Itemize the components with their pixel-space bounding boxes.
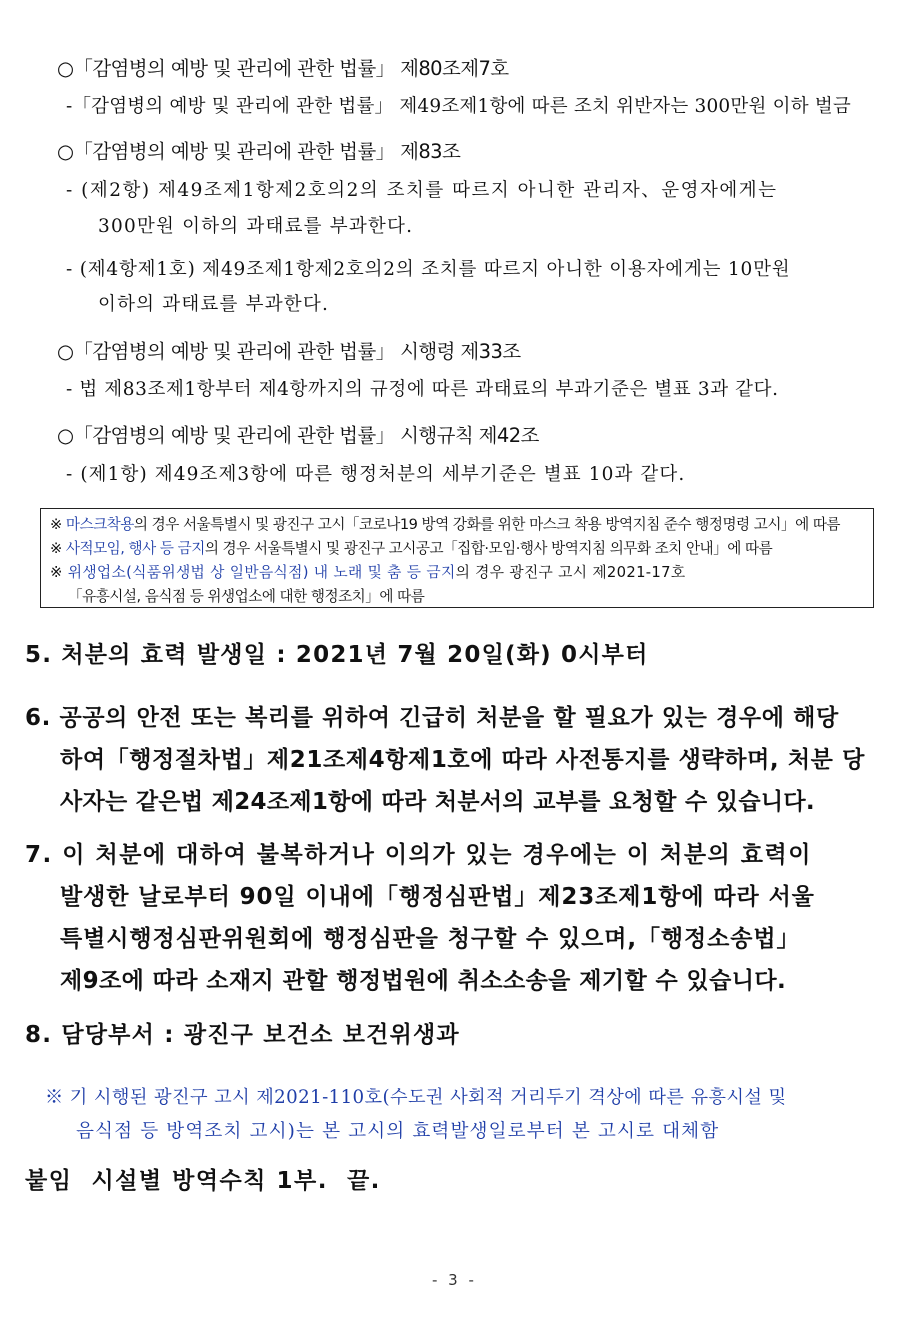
section-heading-4: ○「감염병의 예방 및 관리에 관한 법률」 시행규칙 제42조	[57, 424, 539, 447]
point-6-line-3: 사자는 같은법 제24조제1항에 따라 처분서의 교부를 요청할 수 있습니다.	[60, 789, 815, 815]
note-text: 의 경우 광진구 고시 제2021-17호	[455, 564, 686, 581]
note-mark: ※	[50, 516, 62, 533]
page-number: - 3 -	[432, 1271, 477, 1289]
note-line-continuation: 「유흥시설, 음식점 등 위생업소에 대한 행정조치」에 따름	[68, 588, 425, 605]
point-7-line-4: 제9조에 따라 소재지 관할 행정법원에 취소소송을 제기할 수 있습니다.	[60, 968, 787, 994]
note-line-mask	[50, 513, 840, 534]
attachment-line: 붙임 시설별 방역수칙 1부. 끝.	[25, 1168, 381, 1194]
section-heading-3: ○「감염병의 예방 및 관리에 관한 법률」 시행령 제33조	[57, 340, 521, 363]
replacement-notice-line-2: 음식점 등 방역조치 고시)는 본 고시의 효력발생일로부터 본 고시로 대체함	[76, 1121, 720, 1142]
note-highlight: 사적모임, 행사 등 금지	[65, 540, 205, 557]
section-item-continuation: 이하의 과태료를 부과한다.	[98, 294, 330, 315]
section-heading-2: ○「감염병의 예방 및 관리에 관한 법률」 제83조	[57, 140, 461, 163]
section-item: - 법 제83조제1항부터 제4항까지의 규정에 따른 과태료의 부과기준은 별표 3과 같다.	[66, 379, 779, 400]
section-item: - (제2항) 제49조제1항제2호의2의 조치를 따르지 아니한 관리자、운영자에게는	[66, 180, 778, 201]
point-6-line-2: 하여「행정절차법」제21조제4항제1호에 따라 사전통지를 생략하며, 처분 당	[60, 747, 865, 773]
note-mark: ※	[50, 564, 63, 581]
note-line-gathering	[50, 537, 772, 558]
replacement-notice-line-1: ※ 기 시행된 광진구 고시 제2021-110호(수도권 사회적 거리두기 격상에 따른 유흥시설 및	[45, 1087, 787, 1108]
note-mark: ※	[50, 540, 62, 557]
point-6-line-1: 6. 공공의 안전 또는 복리를 위하여 긴급히 처분을 할 필요가 있는 경우에 해당	[25, 705, 839, 731]
section-item: - (제1항) 제49조제3항에 따른 행정처분의 세부기준은 별표 10과 같다.	[66, 464, 686, 485]
point-7-line-3: 특별시행정심판위원회에 행정심판을 청구할 수 있으며,「행정소송법」	[60, 926, 801, 952]
section-item-continuation: 300만원 이하의 과태료를 부과한다.	[98, 216, 414, 237]
note-line-hygiene	[50, 561, 685, 582]
note-highlight: 위생업소(식품위생법 상 일반음식점) 내 노래 및 춤 등 금지	[67, 564, 456, 581]
section-heading-1: ○「감염병의 예방 및 관리에 관한 법률」 제80조제7호	[57, 57, 509, 80]
note-text: 의 경우 서울특별시 및 광진구 고시「코로나19 방역 강화를 위한 마스크 착용 방역지침 준수 행정명령 고시」에 따름	[133, 516, 841, 533]
point-5-effective-date: 5. 처분의 효력 발생일 : 2021년 7월 20일(화) 0시부터	[25, 642, 649, 668]
section-item: - (제4항제1호) 제49조제1항제2호의2의 조치를 따르지 아니한 이용자에게는 10만원	[66, 259, 791, 280]
note-highlight: 마스크착용	[65, 516, 134, 533]
point-7-line-2: 발생한 날로부터 90일 이내에「행정심판법」제23조제1항에 따라 서울	[60, 884, 815, 910]
section-item: -「감염병의 예방 및 관리에 관한 법률」 제49조제1항에 따른 조치 위반자는 300만원 이하 벌금	[66, 96, 851, 117]
point-7-line-1: 7. 이 처분에 대하여 불복하거나 이의가 있는 경우에는 이 처분의 효력이	[25, 842, 812, 868]
note-text: 의 경우 서울특별시 및 광진구 고시공고「집합·모임·행사 방역지침 의무화 조치 안내」에 따름	[204, 540, 773, 557]
point-8-department: 8. 담당부서 : 광진구 보건소 보건위생과	[25, 1022, 460, 1048]
